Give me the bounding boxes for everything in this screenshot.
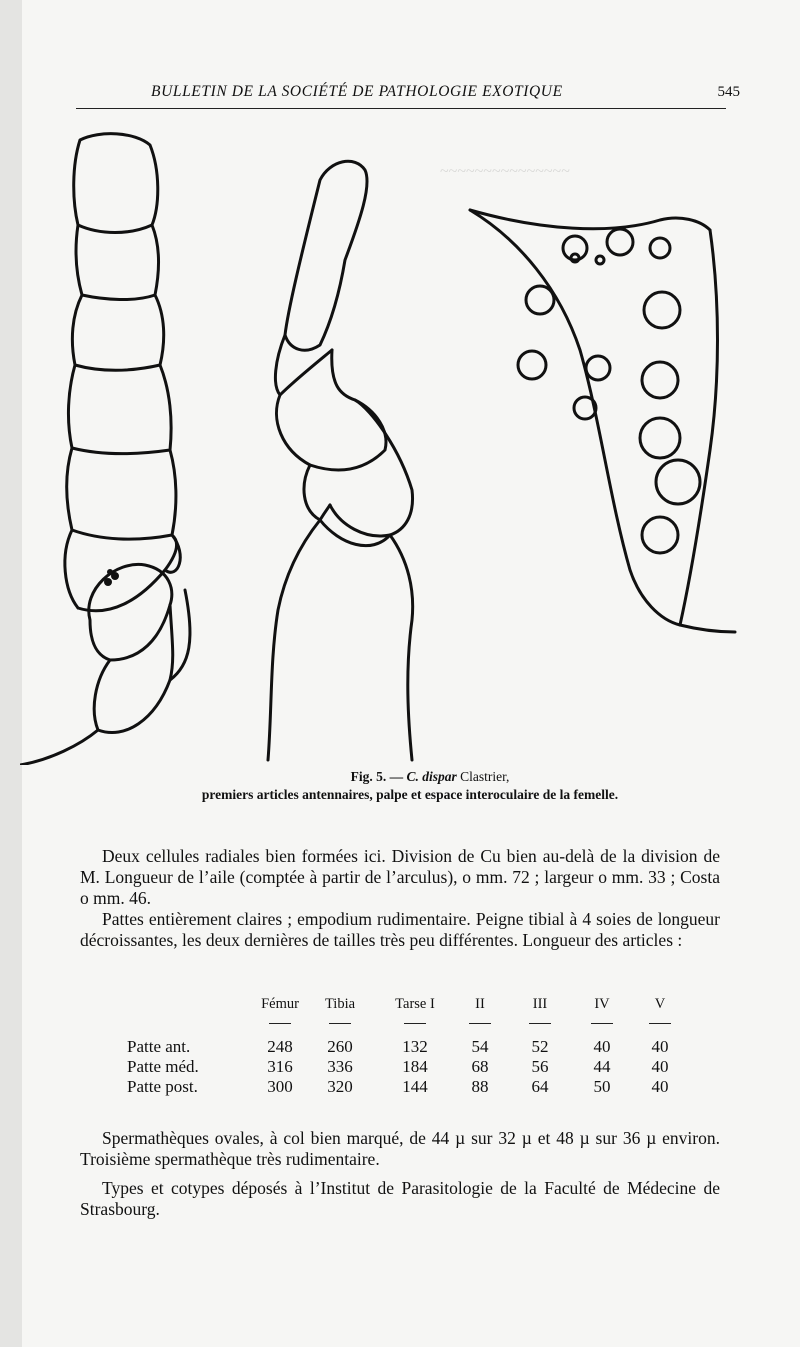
caption-figure-number: Fig. 5. — bbox=[350, 769, 404, 784]
table-cell: 68 bbox=[471, 1057, 489, 1076]
palp-segment bbox=[390, 535, 413, 760]
column-header-label: V bbox=[654, 996, 666, 1012]
table-cell: 52 bbox=[531, 1037, 549, 1056]
table-cell: 132 bbox=[402, 1037, 428, 1056]
palp-segment bbox=[275, 335, 332, 395]
table-cell: 144 bbox=[402, 1077, 428, 1096]
antenna-segment bbox=[76, 225, 158, 300]
table-cell: 320 bbox=[327, 1077, 353, 1096]
palp-segment bbox=[330, 400, 413, 536]
table-cell: 316 bbox=[267, 1057, 293, 1076]
paragraph-wing: Deux cellules radiales bien formées ici. Division de Cu bien au-delà de la division de M. Longueur de l’aile (comptée à partir de l’arculus), o mm. 72 ; largeur o mm. 33 ; Costa o mm. 46. bbox=[80, 846, 720, 908]
antenna-palp-interocular-illustration bbox=[20, 120, 750, 765]
table-cell: 40 bbox=[651, 1037, 669, 1056]
antenna-segment bbox=[72, 295, 163, 370]
running-header bbox=[76, 82, 740, 109]
closing-text bbox=[80, 1128, 720, 1228]
column-header-label: IV bbox=[594, 996, 610, 1012]
table-cell: 50 bbox=[593, 1077, 611, 1096]
antenna-segment bbox=[67, 448, 176, 539]
row-label: Patte ant. bbox=[127, 1037, 191, 1056]
column-header bbox=[315, 996, 365, 1024]
table-cell: 88 bbox=[471, 1077, 489, 1096]
table-cell: 54 bbox=[471, 1037, 489, 1056]
caption-line-2: premiers articles antennaires, palpe et espace interoculaire de la femelle. bbox=[201, 787, 619, 802]
running-title: BULLETIN DE LA SOCIÉTÉ DE PATHOLOGIE EXOTIQUE bbox=[151, 83, 563, 100]
palp-segment bbox=[268, 520, 320, 760]
caption-line-1 bbox=[60, 768, 760, 786]
table-cell: 40 bbox=[651, 1077, 669, 1096]
column-header bbox=[582, 996, 622, 1024]
interocular-outline bbox=[470, 210, 710, 230]
table-cell: 56 bbox=[531, 1057, 549, 1076]
column-header-label: Tibia bbox=[324, 996, 356, 1012]
table-cell: 260 bbox=[327, 1037, 353, 1056]
table-cell: 44 bbox=[593, 1057, 611, 1076]
table-cell: 336 bbox=[327, 1057, 353, 1076]
antenna-segment bbox=[68, 365, 171, 454]
paragraph-spermathecae: Spermathèques ovales, à col bien marqué, de 44 µ sur 32 µ et 48 µ sur 36 µ environ. Troisième spermathèque très rudimentaire. bbox=[80, 1128, 720, 1169]
figure-caption bbox=[60, 768, 760, 804]
interocular-outline bbox=[470, 210, 680, 625]
table-cell: 184 bbox=[402, 1057, 428, 1076]
palp-segment bbox=[304, 465, 330, 520]
column-header bbox=[460, 996, 500, 1024]
interocular-outline bbox=[680, 230, 718, 625]
caption-species: C. dispar bbox=[406, 769, 457, 784]
show-through-decoration: ~~~~~~~~~~~~~~~ bbox=[440, 163, 570, 180]
table-cell: 64 bbox=[531, 1077, 549, 1096]
column-header bbox=[520, 996, 560, 1024]
column-header bbox=[640, 996, 680, 1024]
paragraph-types: Types et cotypes déposés à l’Institut de Parasitologie de la Faculté de Médecine de Strasbourg. bbox=[80, 1178, 720, 1219]
table-cell: 40 bbox=[593, 1037, 611, 1056]
row-label: Patte post. bbox=[127, 1077, 198, 1096]
column-header-label: III bbox=[532, 996, 548, 1012]
antenna-pedicel bbox=[89, 564, 172, 660]
palp-segment bbox=[285, 161, 367, 350]
page-number: 545 bbox=[717, 84, 740, 100]
table-cell: 300 bbox=[267, 1077, 293, 1096]
antenna-segment bbox=[74, 134, 158, 233]
column-header bbox=[255, 996, 305, 1024]
paragraph-legs: Pattes entièrement claires ; empodium rudimentaire. Peigne tibial à 4 soies de longueur décroissantes, les deux dernières de tailles très peu différentes. Longueur des articles : bbox=[80, 909, 720, 950]
column-header-label: Fémur bbox=[261, 996, 299, 1012]
antenna-segment bbox=[65, 530, 78, 608]
leg-measurements-table bbox=[100, 996, 720, 1101]
body-text bbox=[80, 846, 720, 951]
palp-segment bbox=[277, 350, 386, 470]
table-cell: 40 bbox=[651, 1057, 669, 1076]
figure-drawing bbox=[20, 120, 750, 765]
column-header-label: Tarse I bbox=[395, 996, 435, 1012]
column-header-label: II bbox=[475, 996, 485, 1012]
column-header bbox=[385, 996, 445, 1024]
caption-author: Clastrier, bbox=[460, 769, 510, 784]
table-cell: 248 bbox=[267, 1037, 293, 1056]
row-label: Patte méd. bbox=[127, 1057, 199, 1076]
